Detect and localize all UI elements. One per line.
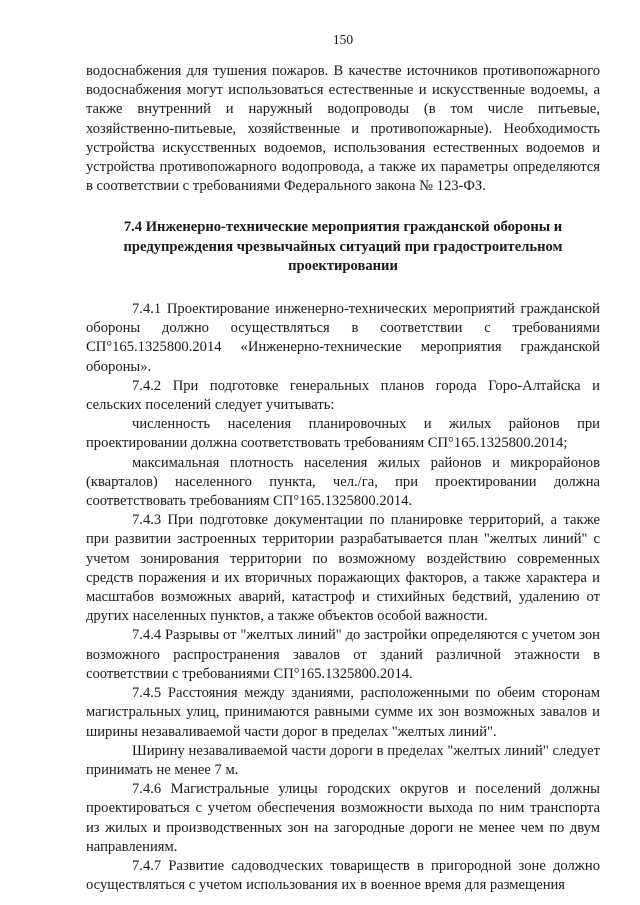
- paragraph-road-width: Ширину незаваливаемой части дороги в пределах "желтых линий" следует принимать не менее 7 м.: [86, 742, 600, 778]
- intro-paragraph: водоснабжения для тушения пожаров. В качестве источников противопожарного водоснабжения могут использоваться естественные и искусственные водоемы, а также внутренний и наружный водопроводы (в том числе питьевые, хозяйственно-питьевые, хозяйственные и противопожарные). Необходимость устройства искусственных водоемов, использования естественных водоемов и устройства противопожарного водопровода, а также их параметры определяются в соответствии с требованиями Федерального закона № 123-ФЗ.: [86, 63, 600, 195]
- paragraph-7-4-2: 7.4.2 При подготовке генеральных планов города Горо-Алтайска и сельских поселений следует учитывать:: [86, 377, 600, 414]
- paragraph-population-count: численность населения планировочных и жилых районов при проектировании должна соответствовать требованиям СП°165.1325800.2014;: [86, 416, 600, 452]
- section-heading: 7.4 Инженерно-технические мероприятия гражданской обороны и предупреждения чрезвычайных ситуаций при градостроительном проектировании: [123, 219, 563, 274]
- paragraph-population-density: максимальная плотность населения жилых районов и микрорайонов (кварталов) населенного пункта, чел./га, при проектировании должна соответствовать требованиям СП°165.1325800.2014.: [86, 454, 600, 510]
- paragraph-7-4-3: 7.4.3 При подготовке документации по планировке территорий, а также при развитии застроенных территории разрабатывается план "желтых линий" с учетом зонирования территории по возможному воздействию современных средств поражения и их вторичных поражающих факторов, а также характера и масштабов возможных аварий, катастроф и стихийных бедствий, удалению от других населенных пунктов, а также объектов особой важности.: [86, 512, 600, 625]
- paragraph-7-4-1: 7.4.1 Проектирование инженерно-технических мероприятий гражданской обороны должно осуществляться в соответствии с требованиями СП°165.1325800.2014 «Инженерно-технические мероприятия гражданской обороны».: [86, 301, 600, 375]
- paragraph-7-4-6: 7.4.6 Магистральные улицы городских округов и поселений должны проектироваться с учетом обеспечения возможности выхода по ним транспорта из жилых и производственных зон на загородные дороги не менее чем по двум направлениям.: [86, 781, 600, 855]
- paragraph-7-4-7: 7.4.7 Развитие садоводческих товариществ в пригородной зоне должно осуществляться с учетом использования их в военное время для размещения: [86, 857, 600, 894]
- paragraph-7-4-5: 7.4.5 Расстояния между зданиями, расположенными по обеим сторонам магистральных улиц, принимаются равными сумме их зон возможных завалов и ширины незаваливаемой части дорог в пределах "желтых линий".: [86, 685, 600, 740]
- page-number: 150: [332, 32, 354, 47]
- paragraph-7-4-4: 7.4.4 Разрывы от "желтых линий" до застройки определяются с учетом зон возможного распространения завалов от зданий различной этажности в соответствии с требованиями СП°165.1325800.2014.: [86, 627, 600, 682]
